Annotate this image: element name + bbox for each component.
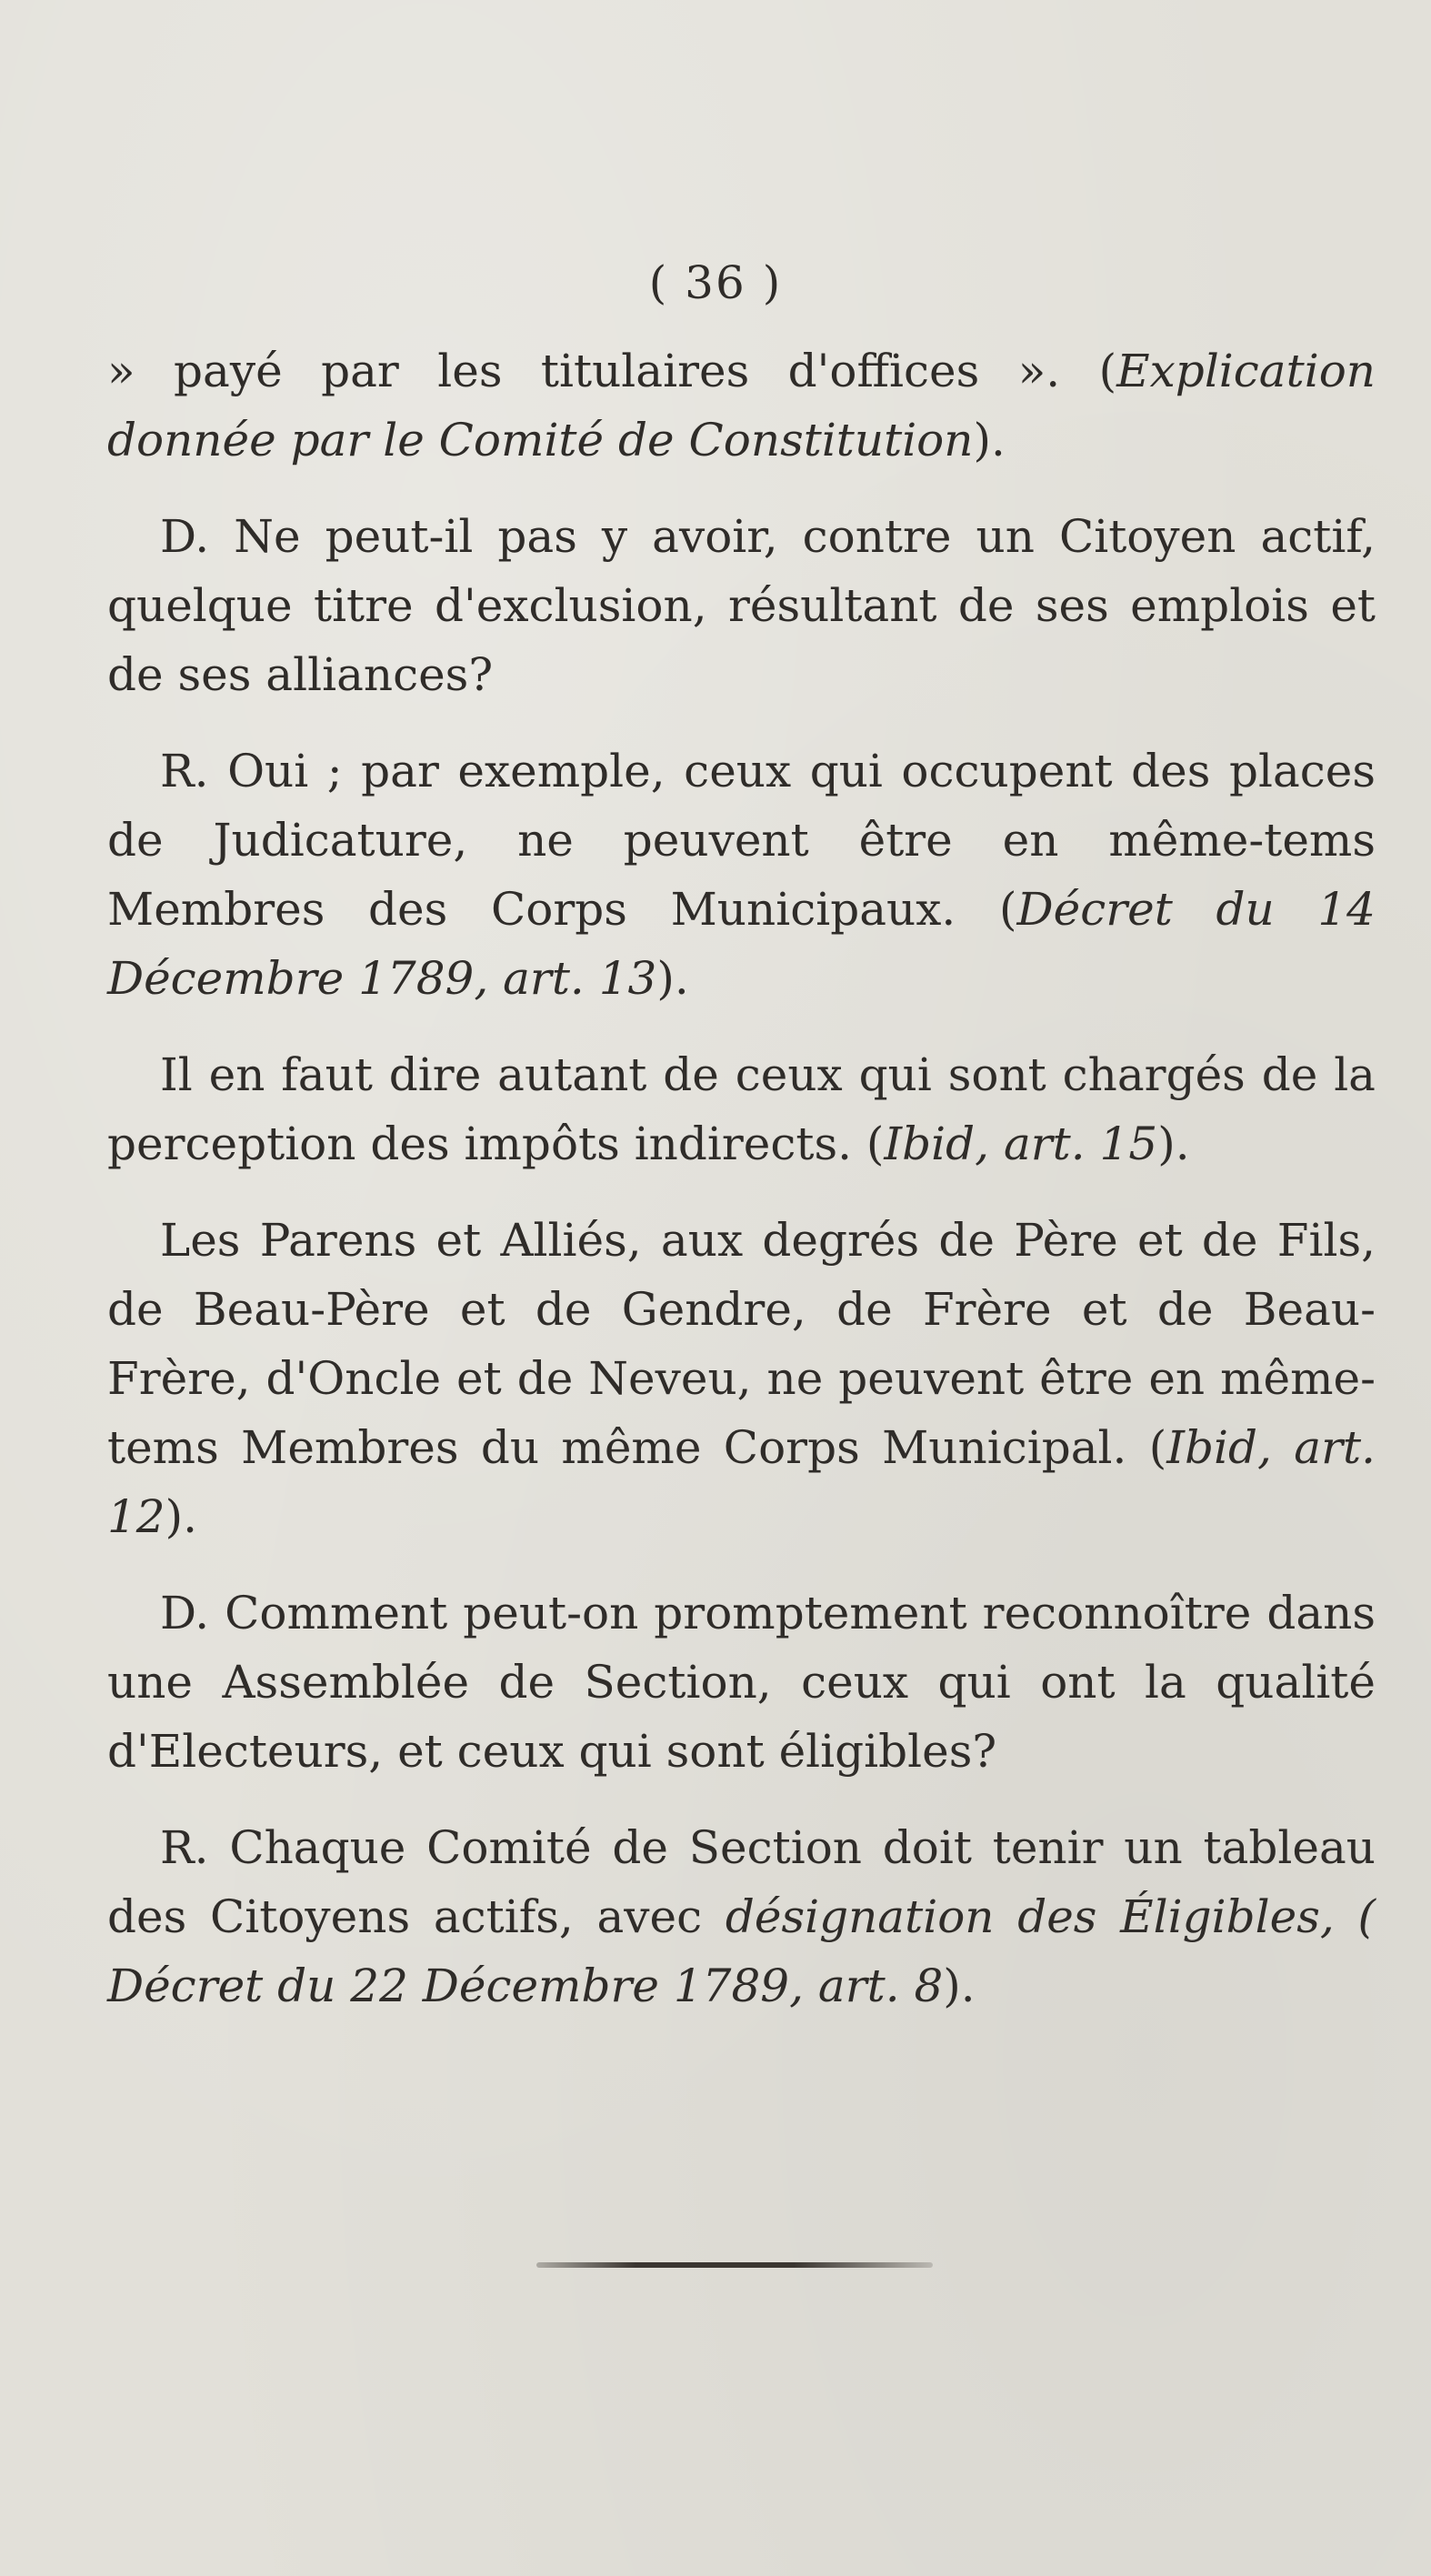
- paragraph-italic: Ibid, art. 12: [107, 1421, 1376, 1543]
- paragraph-question: [107, 502, 1376, 709]
- paragraph-text: Il en faut dire autant de ceux qui sont chargés de la perception des impôts indirects. (: [107, 1048, 1376, 1170]
- paragraph-text: » payé par les titulaires d'offices ». (: [107, 345, 1117, 397]
- paragraph-continuation: [107, 336, 1376, 475]
- paragraph-italic: Décret du 14 Décembre 1789, art. 13: [107, 883, 1376, 1005]
- paragraph-italic: Ibid, art. 15: [884, 1118, 1158, 1170]
- body-text: [107, 336, 1376, 2020]
- paragraph-tail: ).: [1157, 1118, 1190, 1170]
- paragraph-answer: [107, 1813, 1376, 2020]
- section-divider: [536, 2262, 933, 2268]
- paragraph-text: D. Ne peut-il pas y avoir, contre un Citoyen actif, quelque titre d'exclusion, résultant de ses emplois et de ses alliances?: [107, 510, 1376, 701]
- paragraph-text: Les Parens et Alliés, aux degrés de Père et de Fils, de Beau-Père et de Gendre, de Frère et de Beau-Frère, d'Oncle et de Neveu, ne peuvent être en même-tems Membres du même Corps Municipal. (: [107, 1214, 1376, 1474]
- paragraph-answer-cont: [107, 1206, 1376, 1551]
- paragraph-text: D. Comment peut-on promptement reconnoître dans une Assemblée de Section, ceux qui ont la qualité d'Electeurs, et ceux qui sont éligibles?: [107, 1587, 1376, 1778]
- paragraph-text: R. Oui ; par exemple, ceux qui occupent des places de Judicature, ne peuvent être en même-tems Membres des Corps Municipaux. (: [107, 745, 1376, 936]
- paragraph-italic: désignation des Éligibles, ( Décret du 22 Décembre 1789, art. 8: [107, 1890, 1376, 2012]
- paragraph-question: [107, 1579, 1376, 1786]
- paragraph-tail: ).: [165, 1490, 198, 1543]
- paragraph-tail: ).: [943, 1960, 976, 2012]
- paragraph-answer: [107, 737, 1376, 1013]
- paragraph-answer-cont: [107, 1040, 1376, 1178]
- paragraph-tail: ).: [656, 952, 689, 1005]
- paragraph-italic: Explication donnée par le Comité de Constitution: [107, 345, 1376, 466]
- paragraph-tail: ).: [973, 414, 1006, 466]
- page-number: ( 36 ): [648, 256, 783, 309]
- paragraph-text: R. Chaque Comité de Section doit tenir un tableau des Citoyens actifs, avec: [107, 1821, 1376, 1943]
